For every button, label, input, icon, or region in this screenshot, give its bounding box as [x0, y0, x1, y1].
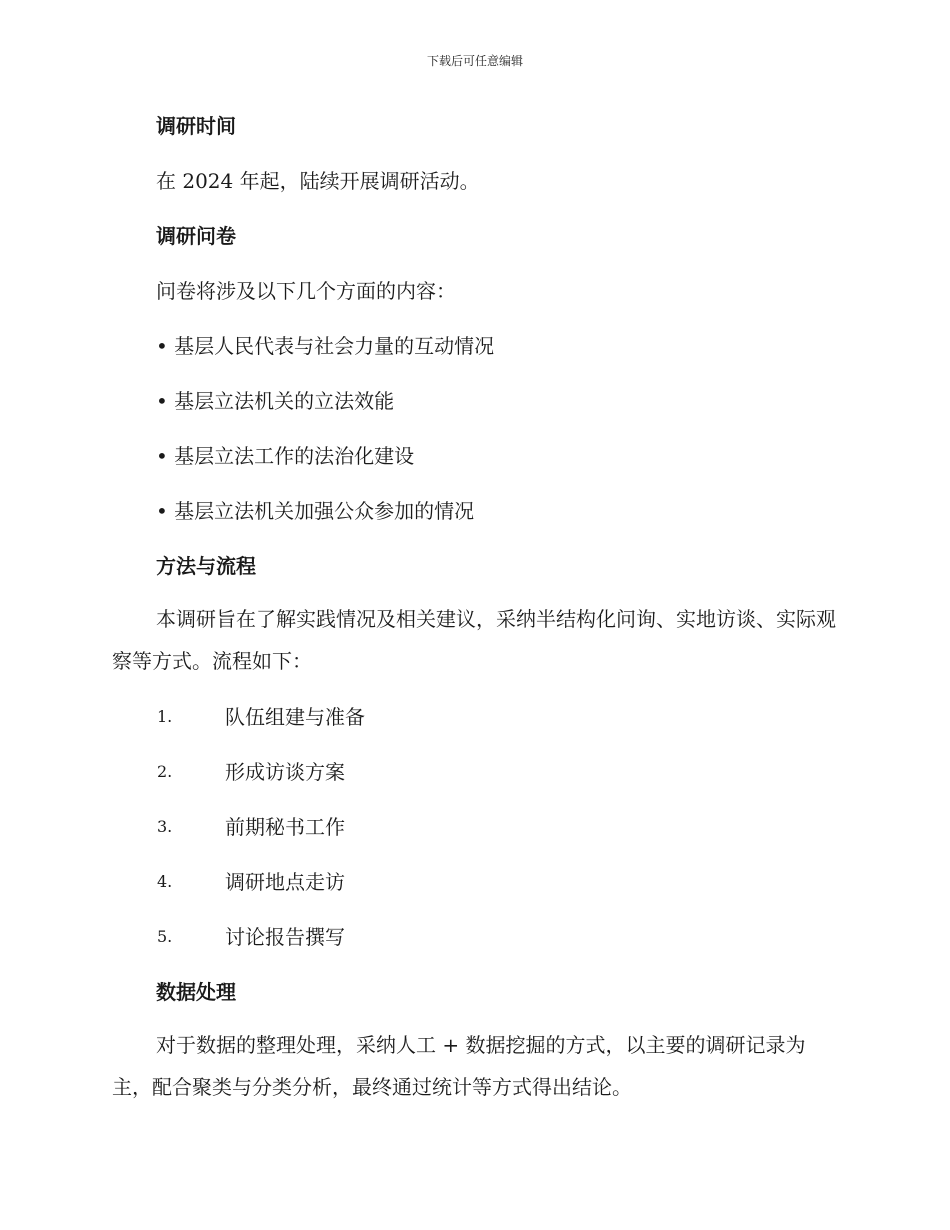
section-heading-questionnaire: 调研问卷: [156, 224, 236, 248]
section-text-method: 本调研旨在了解实践情况及相关建议，采纳半结构化问询、实地访谈、实际观察等方式。流程如下：: [112, 607, 836, 673]
step-item: [112, 752, 838, 792]
step-label: 前期秘书工作: [225, 815, 345, 839]
bullet-item: • 基层立法工作的法治化建设: [156, 444, 415, 468]
step-number: 5.: [157, 927, 173, 946]
section-heading-time: 调研时间: [156, 114, 236, 138]
step-item: [112, 917, 838, 957]
document-body: [112, 106, 838, 1123]
bullet-item: • 基层立法机关加强公众参加的情况: [156, 499, 475, 523]
bullet-item: • 基层立法机关的立法效能: [156, 389, 395, 413]
section-text-data: 对于数据的整理处理，采纳人工 + 数据挖掘的方式，以主要的调研记录为主，配合聚类与分类分析，最终通过统计等方式得出结论。: [112, 1033, 806, 1099]
step-label: 形成访谈方案: [225, 760, 345, 784]
section-text-time: 在 2024 年起，陆续开展调研活动。: [156, 169, 480, 193]
step-number: 2.: [157, 762, 173, 781]
step-label: 讨论报告撰写: [225, 925, 345, 949]
step-number: 3.: [157, 817, 173, 836]
section-heading-method: 方法与流程: [156, 554, 256, 578]
header-note: 下载后可任意编辑: [426, 54, 523, 68]
questionnaire-intro: 问卷将涉及以下几个方面的内容：: [156, 279, 456, 303]
step-number: 4.: [157, 872, 173, 891]
section-heading-data: 数据处理: [156, 980, 236, 1004]
step-item: [112, 697, 838, 737]
step-number: 1.: [157, 707, 173, 726]
step-item: [112, 862, 838, 902]
bullet-item: • 基层人民代表与社会力量的互动情况: [156, 334, 495, 358]
step-label: 调研地点走访: [225, 870, 345, 894]
step-label: 队伍组建与准备: [225, 705, 365, 729]
step-item: [112, 807, 838, 847]
